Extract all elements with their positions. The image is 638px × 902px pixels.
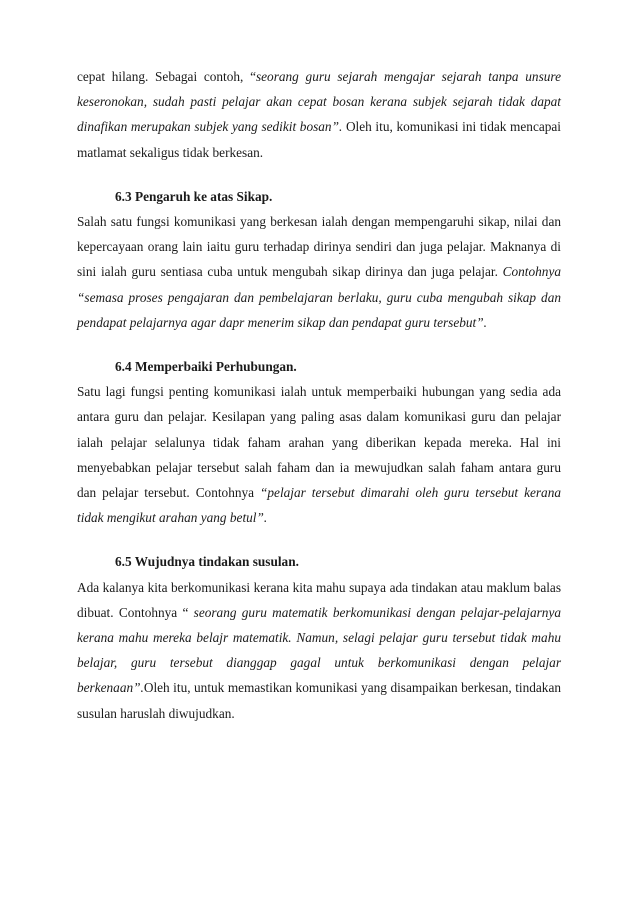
- section-6-3-paragraph: [77, 209, 561, 335]
- section-6-3-heading: 6.3 Pengaruh ke atas Sikap.: [115, 188, 273, 204]
- spacer: [77, 165, 561, 184]
- intro-text-1: cepat hilang. Sebagai contoh, “: [77, 69, 256, 84]
- section-6-5-paragraph: [77, 575, 561, 726]
- section-6-4-heading: 6.4 Memperbaiki Perhubungan.: [115, 359, 297, 375]
- section-6-4-text: Satu lagi fungsi penting komunikasi ialah untuk memperbaiki hubungan yang sedia ada antara guru dan pelajar. Kesilapan yang paling asas dalam komunikasi guru dan pelajar ialah pelajar selalunya tidak faham arahan yang diberikan kepada mereka. Hal ini menyebabkan pelajar tersebut salah faham dan ia mewujudkan salah faham antara guru dan pelajar tersebut. Contohnya: [77, 384, 561, 501]
- section-6-4-paragraph: [77, 379, 561, 530]
- section-6-5-heading: 6.5 Wujudnya tindakan susulan.: [115, 554, 299, 570]
- intro-text-2: Oleh itu, komunikasi ini tidak mencapai matlamat sekaligus tidak berkesan.: [77, 119, 561, 160]
- section-6-3-text: Salah satu fungsi komunikasi yang berkesan ialah dengan mempengaruhi sikap, nilai dan kepercayaan orang lain iaitu guru terhadap dirinya sendiri dan juga pelajar. Maknanya di sini ialah guru sentiasa cuba untuk mengubah sikap dirinya dan juga pelajar.: [77, 214, 561, 280]
- section-6-5-italic-example: seorang guru matematik berkomunikasi dengan pelajar-pelajarnya kerana mahu mereka belajr matematik. Namun, selagi pelajar guru tersebut tidak mahu belajar, guru tersebut dianggap gagal untuk berkomunikasi dengan pelajar berkenaan”.: [77, 604, 561, 696]
- intro-italic-example: seorang guru sejarah mengajar sejarah tanpa unsure keseronokan, sudah pasti pelajar akan cepat bosan kerana subjek sejarah tidak dapat dinafikan merupakan subjek yang sedikit bosan”.: [77, 69, 561, 135]
- spacer: [77, 530, 561, 549]
- section-6-5-text-2: Oleh itu, untuk memastikan komunikasi yang disampaikan berkesan, tindakan susulan haruslah diwujudkan.: [77, 680, 561, 721]
- spacer: [77, 335, 561, 354]
- section-6-5-text-1: Ada kalanya kita berkomunikasi kerana kita mahu supaya ada tindakan atau maklum balas dibuat. Contohnya “: [77, 579, 561, 620]
- section-6-4-italic-example: “pelajar tersebut dimarahi oleh guru tersebut kerana tidak mengikut arahan yang betul”.: [77, 485, 562, 526]
- section-6-3-italic-example: Contohnya “semasa proses pengajaran dan pembelajaran berlaku, guru cuba mengubah sikap dan pendapat pelajarnya agar dapr menerim sikap dan pendapat guru tersebut”.: [77, 264, 561, 330]
- intro-paragraph: [77, 64, 561, 165]
- document-page: [77, 64, 561, 726]
